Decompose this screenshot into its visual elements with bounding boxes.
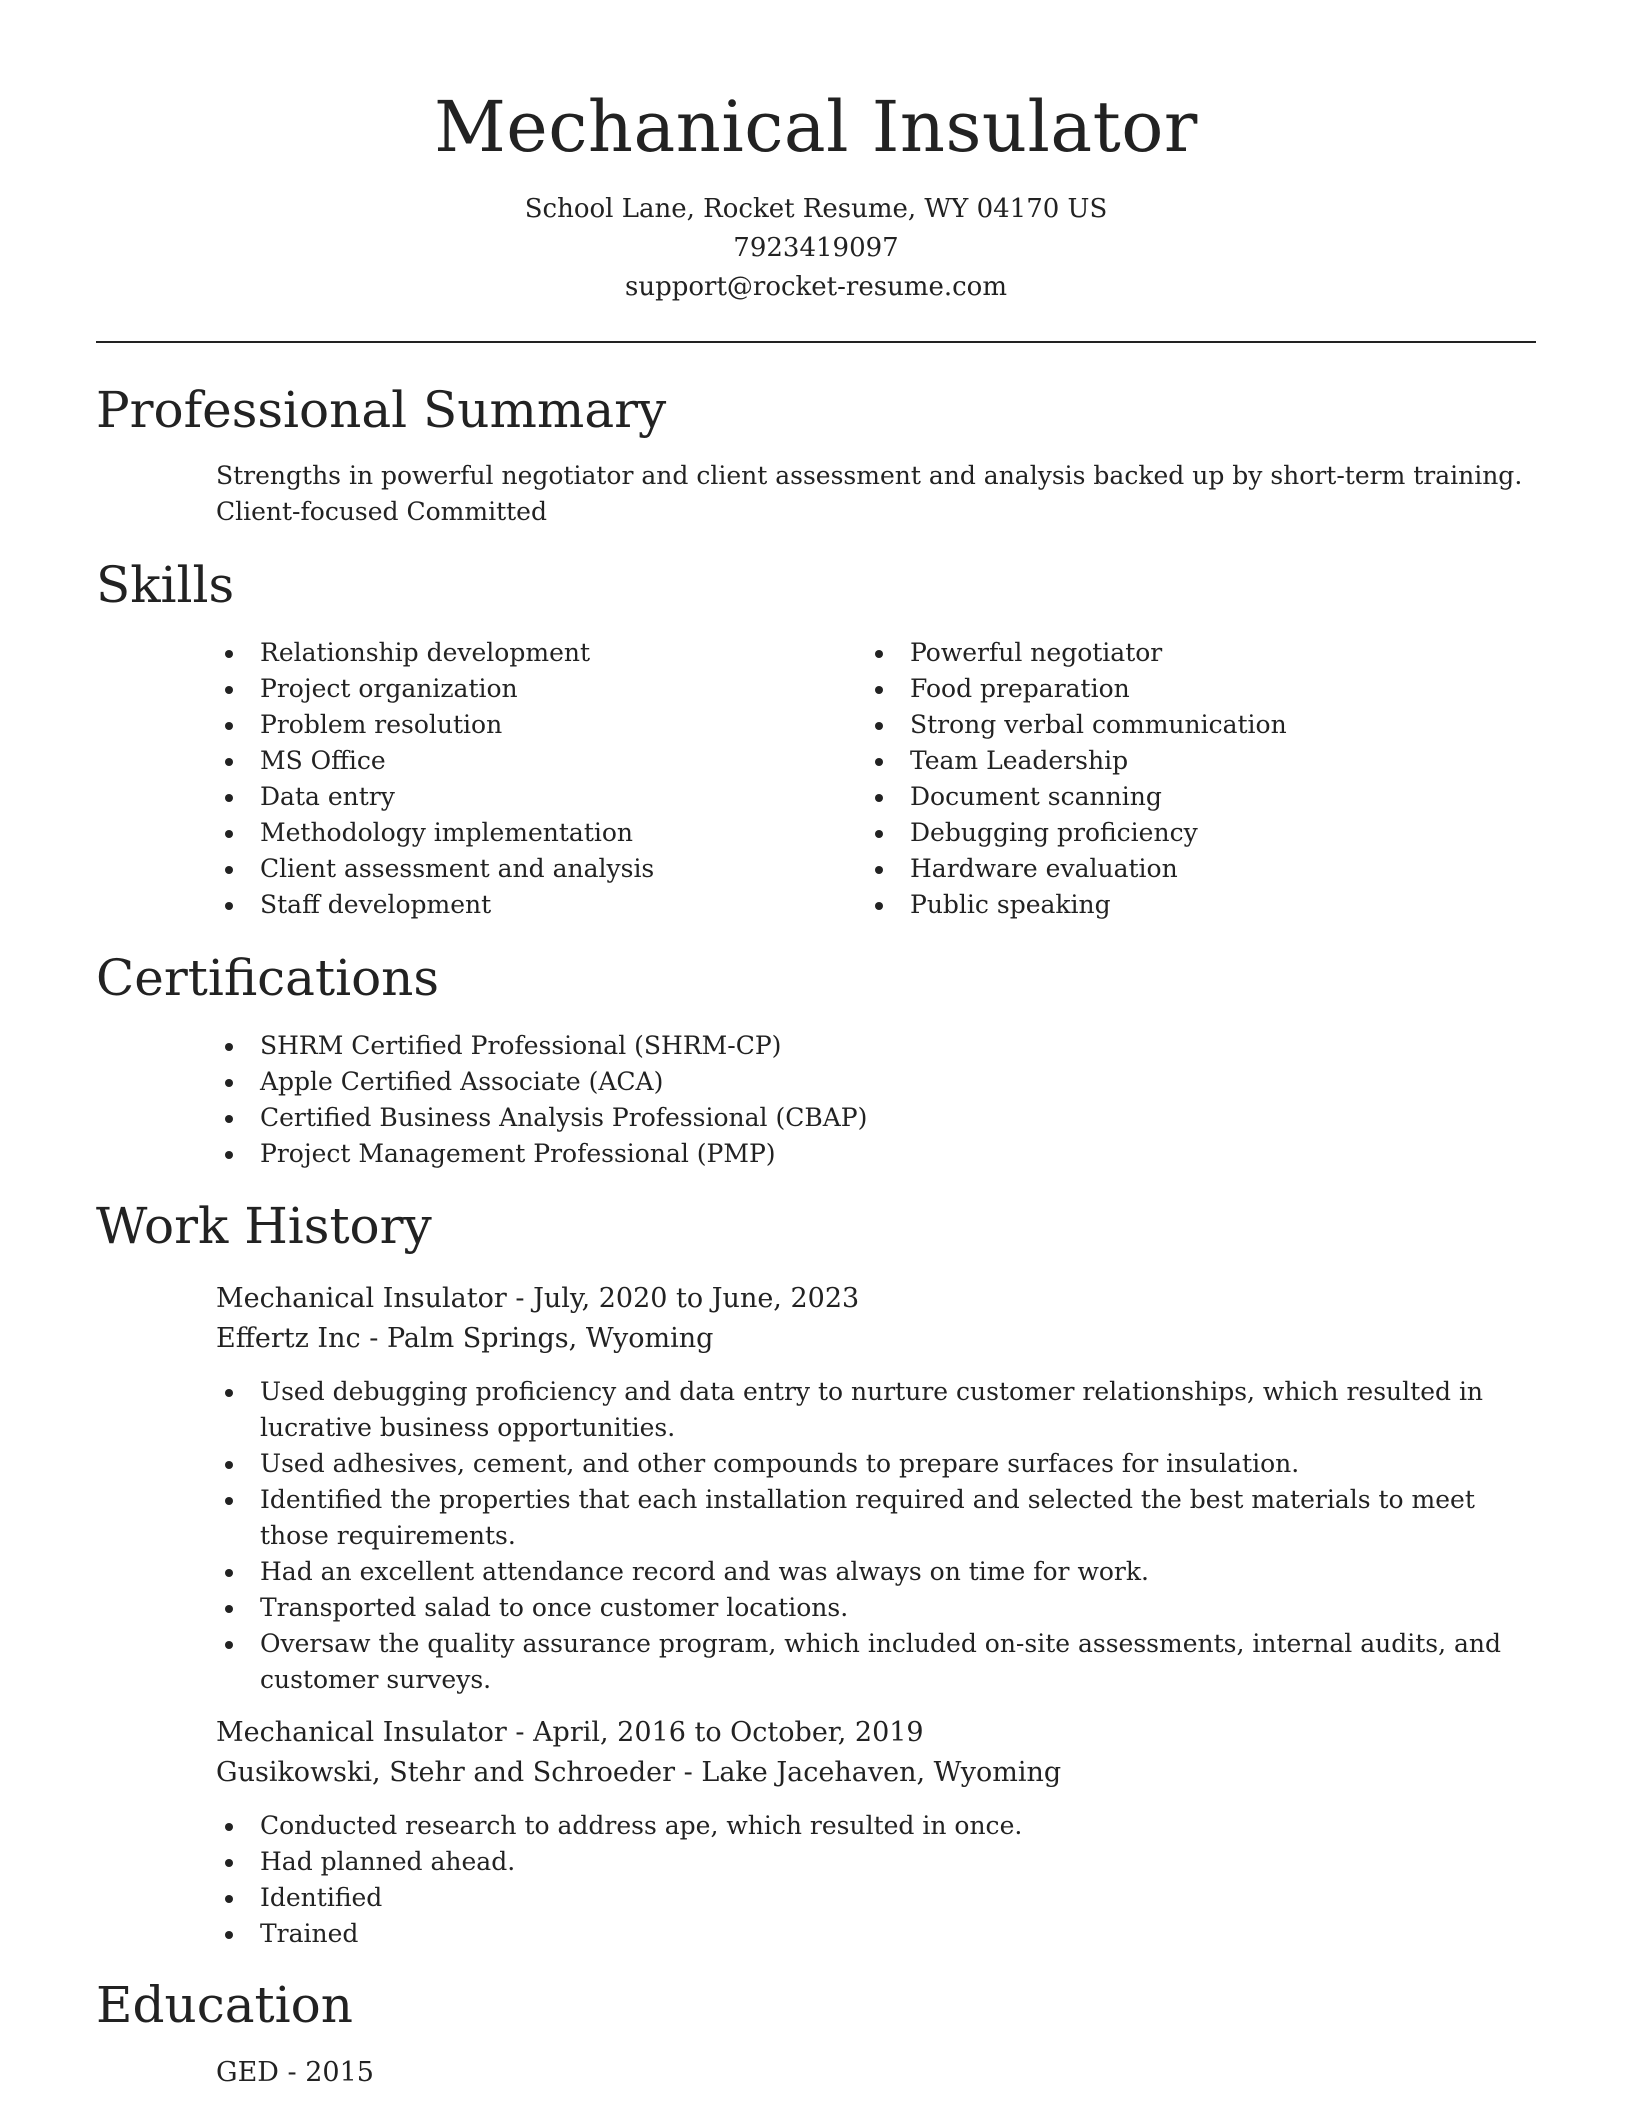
skills-heading: Skills — [96, 556, 235, 614]
education-year: 2015 — [305, 2057, 374, 2088]
job-2-title-line — [216, 1713, 924, 1753]
job-1-duties-list — [216, 1374, 1536, 1698]
skills-list-left — [216, 635, 816, 923]
duty-item: Oversaw the quality assurance program, which included on-site assessments, internal audits, and customer surveys. — [216, 1626, 1536, 1698]
job-2-location: Lake Jacehaven, Wyoming — [701, 1757, 1062, 1788]
skill-item: Document scanning — [866, 779, 1506, 815]
address: School Lane, Rocket Resume, WY 04170 US — [524, 194, 1108, 224]
duty-item: Had planned ahead. — [216, 1844, 1536, 1880]
job-2-company-line — [216, 1753, 1061, 1793]
job-2-company-separator: - — [683, 1757, 702, 1788]
skill-item: Food preparation — [866, 671, 1506, 707]
duty-item: Used debugging proficiency and data entry to nurture customer relationships, which resulted in lucrative business opportunities. — [216, 1374, 1536, 1446]
skill-item: Methodology implementation — [216, 815, 816, 851]
duty-item: Trained — [216, 1916, 1536, 1952]
skills-list-right — [866, 635, 1506, 923]
job-1-title-line — [216, 1279, 859, 1319]
job-1-location: Palm Springs, Wyoming — [386, 1323, 714, 1354]
summary-heading: Professional Summary — [96, 381, 667, 439]
certification-item: SHRM Certified Professional (SHRM-CP) — [216, 1028, 867, 1064]
skill-item: Powerful negotiator — [866, 635, 1506, 671]
certifications-list — [216, 1028, 867, 1172]
certifications-block — [216, 1028, 867, 1172]
certification-item: Apple Certified Associate (ACA) — [216, 1064, 867, 1100]
header-divider — [96, 341, 1536, 343]
job-2-company: Gusikowski, Stehr and Schroeder — [216, 1757, 676, 1788]
job-1-separator: - — [515, 1283, 534, 1314]
skills-column-right — [866, 635, 1506, 923]
job-2-duties-list — [216, 1808, 1536, 1952]
skills-column-left — [216, 635, 816, 923]
duty-item: Transported salad to once customer locations. — [216, 1590, 1536, 1626]
education-line — [216, 2053, 374, 2093]
phone: 7923419097 — [733, 233, 899, 263]
duty-item: Identified the properties that each installation required and selected the best materials to meet those requirements. — [216, 1482, 1536, 1554]
skill-item: Strong verbal communication — [866, 707, 1506, 743]
job-1-company-line — [216, 1319, 713, 1359]
work-history-heading: Work History — [96, 1197, 432, 1255]
duty-item: Used adhesives, cement, and other compounds to prepare surfaces for insulation. — [216, 1446, 1536, 1482]
skill-item: Client assessment and analysis — [216, 851, 816, 887]
summary-text: Strengths in powerful negotiator and client assessment and analysis backed up by short-term training. Client-focused Committed — [216, 461, 1523, 526]
skill-item: Staff development — [216, 887, 816, 923]
job-1-company: Effertz Inc — [216, 1323, 361, 1354]
job-1-company-separator: - — [369, 1323, 387, 1354]
education-degree: GED — [216, 2057, 279, 2088]
duty-item: Had an excellent attendance record and was always on time for work. — [216, 1554, 1536, 1590]
skill-item: MS Office — [216, 743, 816, 779]
certification-item: Certified Business Analysis Professional (CBAP) — [216, 1100, 867, 1136]
certification-item: Project Management Professional (PMP) — [216, 1136, 867, 1172]
job-1-dates: July, 2020 to June, 2023 — [533, 1283, 860, 1314]
candidate-name: Mechanical Insulator — [434, 86, 1198, 168]
skill-item: Team Leadership — [866, 743, 1506, 779]
skill-item: Debugging proficiency — [866, 815, 1506, 851]
skill-item: Problem resolution — [216, 707, 816, 743]
job-2-dates: April, 2016 to October, 2019 — [533, 1717, 924, 1748]
contact-block — [96, 190, 1536, 307]
certifications-heading: Certifications — [96, 949, 440, 1007]
skill-item: Project organization — [216, 671, 816, 707]
duty-item: Identified — [216, 1880, 1536, 1916]
education-heading: Education — [96, 1976, 353, 2034]
education-separator: - — [287, 2057, 306, 2088]
job-2-duties — [216, 1808, 1536, 1952]
skill-item: Hardware evaluation — [866, 851, 1506, 887]
job-2-position: Mechanical Insulator — [216, 1717, 507, 1748]
skill-item: Data entry — [216, 779, 816, 815]
job-2-separator: - — [515, 1717, 534, 1748]
skill-item: Relationship development — [216, 635, 816, 671]
job-1-duties — [216, 1374, 1536, 1698]
duty-item: Conducted research to address ape, which resulted in once. — [216, 1808, 1536, 1844]
email: support@rocket-resume.com — [624, 272, 1007, 302]
skill-item: Public speaking — [866, 887, 1506, 923]
job-1-position: Mechanical Insulator — [216, 1283, 507, 1314]
